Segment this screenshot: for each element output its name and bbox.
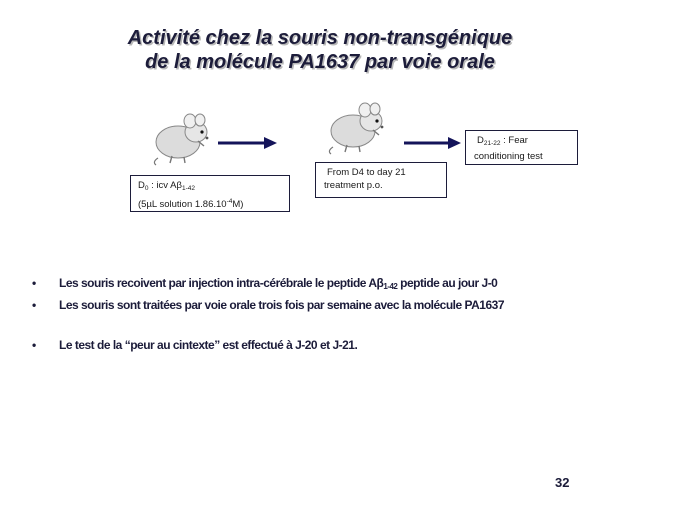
box1-line2 [138,195,289,211]
box3-post: : Fear [500,135,528,146]
bullet-text-3: Le test de la “peur au cintexte” est effectué à J-20 et J-21. [59,338,358,352]
box3-sub: 21-22 [483,140,501,147]
slide-title [60,26,580,74]
box3-line1 [474,134,577,150]
box1-line2-pre: (5µL solution 1.86.10 [138,199,227,210]
bullet-text-1 [59,276,497,291]
timeline-box-fear-test [465,130,578,165]
title-line-1: Activité chez la souris non-transgénique [127,27,513,49]
box1-sub: 0 [144,185,149,192]
timeline-box-treatment [315,162,447,198]
bullet-dot: • [32,276,36,290]
box1-sup: -4 [226,198,233,205]
arrow-right-icon-2 [404,136,462,150]
bullet-1-sub: 1-42 [383,282,398,291]
box1-line2-post: M) [232,199,244,210]
mouse-illustration-1 [150,108,215,166]
page-number: 32 [555,475,570,490]
bullet-1-pre: Les souris recoivent par injection intra-cérébrale le peptide A [59,276,377,290]
timeline-box-day0 [130,175,290,212]
box2-line1: From D4 to day 21 [327,167,406,178]
bullet-1-beta: β [376,276,384,290]
bullet-dot: • [32,338,36,352]
bullet-1-post: peptide au jour J-0 [397,276,498,290]
box3-prefix: D [477,135,484,146]
box3-line2: conditioning test [474,151,543,162]
box2-line2: treatment p.o. [324,180,383,191]
bullet-dot: • [32,298,36,312]
box1-beta: β [176,180,182,191]
arrow-right-icon-1 [218,136,278,150]
box1-sub2: 1-42 [181,185,195,192]
mouse-illustration-2 [325,97,390,155]
box1-prefix: D [138,180,145,191]
box1-mid: : icv A [148,180,177,191]
title-line-2: de la molécule PA1637 par voie orale [145,51,495,73]
box1-line1 [138,179,289,195]
bullet-text-2: Les souris sont traitées par voie orale trois fois par semaine avec la molécule PA1637 [59,298,504,312]
